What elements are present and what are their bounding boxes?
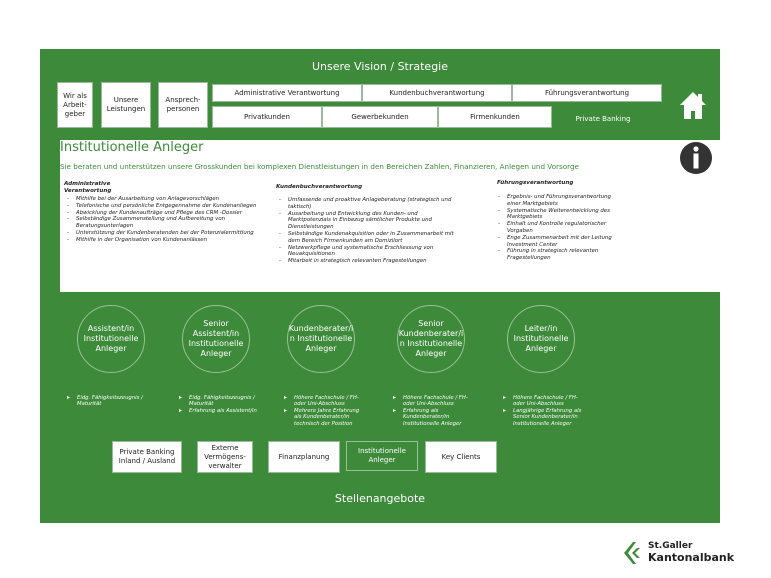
kunden-item: - Netzwerkpflege und systematische Erschliessung von Neuakquisitionen: [288, 245, 456, 259]
stellenangebote-link[interactable]: Stellenangebote: [334, 492, 426, 505]
requirement-item: ▸ Mehrere Jahre Erfahrung als Kundenberater/in technisch der Position: [294, 408, 365, 427]
admin-column: [64, 181, 274, 244]
link-finanzplanung[interactable]: Finanzplanung: [268, 441, 340, 473]
kunden-item: - Mitarbeit in strategisch relevanten Fragestellungen: [288, 258, 456, 265]
page-title: Unsere Vision / Strategie: [311, 60, 449, 73]
tab-kundenbuch[interactable]: Kundenbuchverantwortung: [362, 84, 512, 102]
tab-administrative[interactable]: Administrative Verantwortung: [212, 84, 362, 102]
link-externe-vermoegensverwalter[interactable]: Externe Vermögens-verwalter: [197, 441, 253, 473]
tab-firmenkunden[interactable]: Firmenkunden: [438, 106, 552, 128]
assistent-requirements: [66, 395, 151, 408]
fuehrung-item: - Enge Zusammenarbeit mit der Leitung Investment Center: [507, 235, 615, 249]
section-title: Institutionelle Anleger: [60, 140, 204, 155]
logo-line1: St.Galler: [648, 541, 693, 551]
requirement-item: ▸ Eidg. Fähigkeitszeugnis / Maturität: [189, 395, 263, 408]
home-button[interactable]: [667, 82, 719, 130]
info-icon: [676, 140, 716, 176]
home-icon: [667, 82, 719, 130]
link-key-clients[interactable]: Key Clients: [425, 441, 497, 473]
link-private-banking[interactable]: Private Banking Inland / Ausland: [112, 441, 182, 473]
kundenberater-requirements: [283, 395, 365, 427]
admin-item: - Unterstützung der Kundenberatenden bei der Potenzialermittlung: [76, 230, 274, 237]
fuehrung-item: - Einhalt und Kontrolle regulatorischer Vorgaben: [507, 221, 615, 235]
section-subtitle: Sie beraten und unterstützen unsere Grosskunden bei komplexen Dienstleistungen in den Bereichen Zahlen, Finanzieren, Anlegen und Vorsorge: [60, 162, 579, 171]
bank-logo: [622, 540, 752, 568]
kunden-item: - Selbständige Kundenakquisition oder in Zusammenarbeit mit dem Bereich Firmenkunden am Domizilort: [288, 231, 456, 245]
nav-unsere-leistungen[interactable]: Unsere Leistungen: [101, 82, 151, 128]
kunden-item: - Ausarbeitung und Entwicklung des Kunden- und Marktpotenzials in Einbezug sämtlicher Produkte und Dienstleistungen: [288, 211, 456, 231]
fuehrung-list: [495, 194, 615, 262]
requirement-item: ▸ Erfahrung als Assistent/in: [189, 408, 263, 414]
info-button[interactable]: [676, 140, 716, 176]
admin-item: - Mithilfe in der Organisation von Kundenanlässen: [76, 237, 274, 244]
role-senior-kundenberater[interactable]: Senior Kundenberater/i n Institutionelle Anleger: [397, 305, 465, 373]
kunden-item: - Umfassende und proaktive Anlageberatung (strategisch und taktisch): [288, 197, 456, 211]
fuehrung-item: - Ergebnis- und Führungsverantwortung einer Marktgebiets: [507, 194, 615, 208]
senior-kundenberater-requirements: [392, 395, 474, 427]
requirement-item: ▸ Höhere Fachschule / FH- oder Uni-Abschluss: [294, 395, 365, 408]
fuehrung-heading: Führungsverantwortung: [497, 180, 574, 186]
leiter-requirements: [502, 395, 584, 427]
tab-gewerbekunden[interactable]: Gewerbekunden: [322, 106, 438, 128]
requirement-item: ▸ Höhere Fachschule / FH- oder Uni-Abschluss: [403, 395, 474, 408]
role-senior-assistent[interactable]: Senior Assistent/in Institutionelle Anleger: [182, 305, 250, 373]
kunden-column: [276, 184, 456, 265]
requirement-item: ▸ Langjährige Erfahrung als Senior Kundenberater/in Institutionelle Anleger: [513, 408, 584, 427]
kunden-heading: Kundenbuchverantwortung: [276, 184, 363, 190]
fuehrung-item: - Systematische Weiterentwicklung des Marktgebiets: [507, 208, 615, 222]
admin-item: - Telefonische und persönliche Entgegennahme der Kundenanliegen: [76, 203, 274, 210]
role-kundenberater[interactable]: Kundenberater/i n Institutionelle Anleger: [287, 305, 355, 373]
kunden-list: [276, 197, 456, 265]
admin-item: - Selbständige Zusammenstellung und Aufbereitung von Beratungsunterlagen: [76, 216, 274, 230]
logo-line2: Kantonalbank: [648, 551, 735, 564]
senior-assistent-requirements: [178, 395, 263, 414]
tab-fuehrung[interactable]: Führungsverantwortung: [512, 84, 662, 102]
fuehrung-item: - Führung in strategisch relevanten Fragestellungen: [507, 248, 615, 262]
fuehrung-column: [495, 180, 615, 262]
requirement-item: ▸ Eidg. Fähigkeitszeugnis / Maturität: [77, 395, 151, 408]
role-leiter[interactable]: Leiter/in Institutionelle Anleger: [507, 305, 575, 373]
admin-item: - Abwicklung der Kundenaufträge und Pflege des CRM -Dossier: [76, 210, 274, 217]
bank-logo-icon: [622, 540, 644, 566]
admin-item: - Mithilfe bei der Ausarbeitung von Anlagevorschlägen: [76, 196, 274, 203]
admin-heading: Administrative Verantwortung: [64, 181, 112, 194]
admin-list: [64, 196, 274, 244]
nav-wir-als-arbeitgeber[interactable]: Wir als Arbeit-geber: [57, 82, 93, 128]
tab-privatkunden[interactable]: Privatkunden: [212, 106, 322, 128]
tab-private-banking[interactable]: Private Banking: [575, 115, 631, 123]
nav-ansprechpersonen[interactable]: Ansprech-personen: [158, 82, 208, 128]
requirement-item: ▸ Höhere Fachschule / FH- oder Uni-Abschluss: [513, 395, 584, 408]
requirement-item: ▸ Erfahrung als Kundenberater/in Institutionelle Anleger: [403, 408, 474, 427]
role-assistent[interactable]: Assistent/in Institutionelle Anleger: [77, 305, 145, 373]
link-institutionelle-anleger[interactable]: Institutionelle Anleger: [346, 441, 418, 471]
